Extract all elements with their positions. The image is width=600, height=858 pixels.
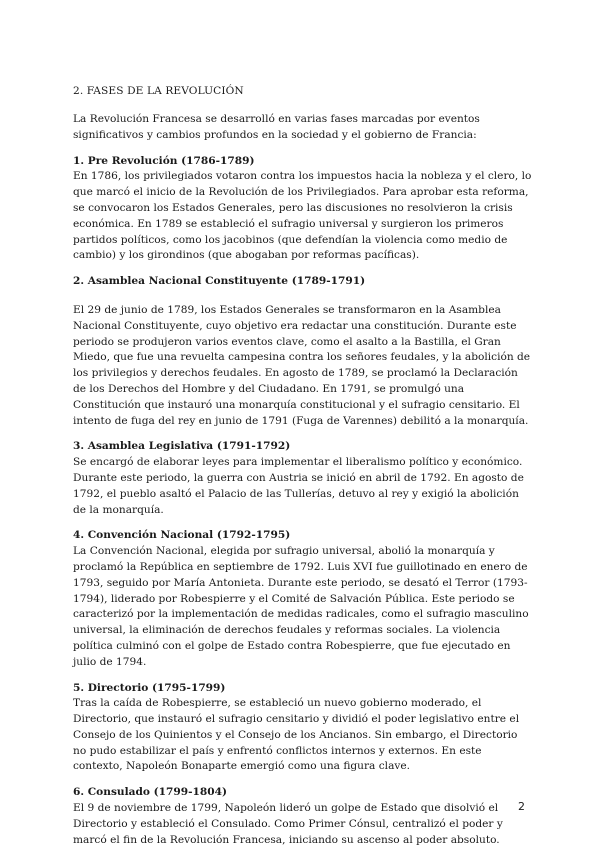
phase-body: La Convención Nacional, elegida por sufragio universal, abolió la monarquía y proclamó la República en septiembre de 1792. Luis XVI fue guillotinado en enero de 1793, seguido por María Antonieta. Durante este periodo, se desató el Terror (1793-1794), liderado por Robespierre y el Comité de Salvación Pública. Este periodo se caracterizó por la implementación de medidas radicales, como el sufragio masculino universal, la eliminación de derechos feudales y reformas sociales. La violencia política culminó con el golpe de Estado contra Robespierre, que fue ejecutado en julio de 1794. (73, 545, 529, 668)
phase-section-4 (73, 528, 533, 670)
phase-section-6 (73, 785, 533, 848)
phase-title: 2. Asamblea Nacional Constituyente (1789-1791) (73, 275, 366, 288)
intro-paragraph: La Revolución Francesa se desarrolló en varias fases marcadas por eventos significativos y cambios profundos en la sociedad y el gobierno de Francia: (73, 113, 480, 141)
phase-body: Se encargó de elaborar leyes para implementar el liberalismo político y económico. Durante este periodo, la guerra con Austria se inició en abril de 1792. En agosto de 1792, el pueblo asaltó el Palacio de las Tullerías, detuvo al rey y exigió la abolición de la monarquía. (73, 456, 524, 516)
phase-title: 6. Consulado (1799-1804) (73, 786, 228, 799)
phase-body: Tras la caída de Robespierre, se estableció un nuevo gobierno moderado, el Directorio, que instauró el sufragio censitario y dividió el poder legislativo entre el Consejo de los Quinientos y el Consejo de los Ancianos. Sin embargo, el Directorio no pudo estabilizar el país y enfrentó conflictos internos y externos. En este contexto, Napoleón Bonaparte emergió como una figura clave. (73, 697, 520, 773)
page-number: 2 (518, 800, 525, 813)
document-page (73, 84, 533, 858)
section-heading: 2. FASES DE LA REVOLUCIÓN (73, 85, 244, 97)
phase-section-2 (73, 274, 533, 429)
phase-body: El 29 de junio de 1789, los Estados Generales se transformaron en la Asamblea Nacional Constituyente, cuyo objetivo era redactar una constitución. Durante este periodo se produjeron varios eventos clave, como el asalto a la Bastilla, el Gran Miedo, que fue una revuelta campesina contra los señores feudales, y la abolición de los privilegios y derechos feudales. En agosto de 1789, se proclamó la Declaración de los Derechos del Hombre y del Ciudadano. En 1791, se promulgó una Constitución que instauró una monarquía constitucional y el sufragio censitario. El intento de fuga del rey en junio de 1791 (Fuga de Varennes) debilitó a la monarquía. (73, 303, 531, 427)
phase-section-1 (73, 154, 533, 265)
phase-title: 1. Pre Revolución (1786-1789) (73, 154, 255, 167)
phase-title: 4. Convención Nacional (1792-1795) (73, 529, 291, 542)
phase-title: 3. Asamblea Legislativa (1791-1792) (73, 440, 291, 453)
phase-body: En 1786, los privilegiados votaron contra los impuestos hacia la nobleza y el clero, lo que marcó el inicio de la Revolución de los Privilegiados. Para aprobar esta reforma, se convocaron los Estados Generales, pero las discusiones no resolvieron la crisis económica. En 1789 se estableció el sufragio universal y surgieron los primeros partidos políticos, como los jacobinos (que defendían la violencia como medio de cambio) y los girondinos (que abogaban por reformas pacíficas). (73, 170, 532, 262)
phase-section-5 (73, 681, 533, 776)
phase-title: 5. Directorio (1795-1799) (73, 681, 226, 694)
phase-section-3 (73, 439, 533, 518)
phase-body: El 9 de noviembre de 1799, Napoleón lideró un golpe de Estado que disolvió el Directorio y estableció el Consulado. Como Primer Cónsul, centralizó el poder y marcó el fin de la Revolución Francesa, iniciando su ascenso al poder absoluto. (73, 802, 503, 846)
